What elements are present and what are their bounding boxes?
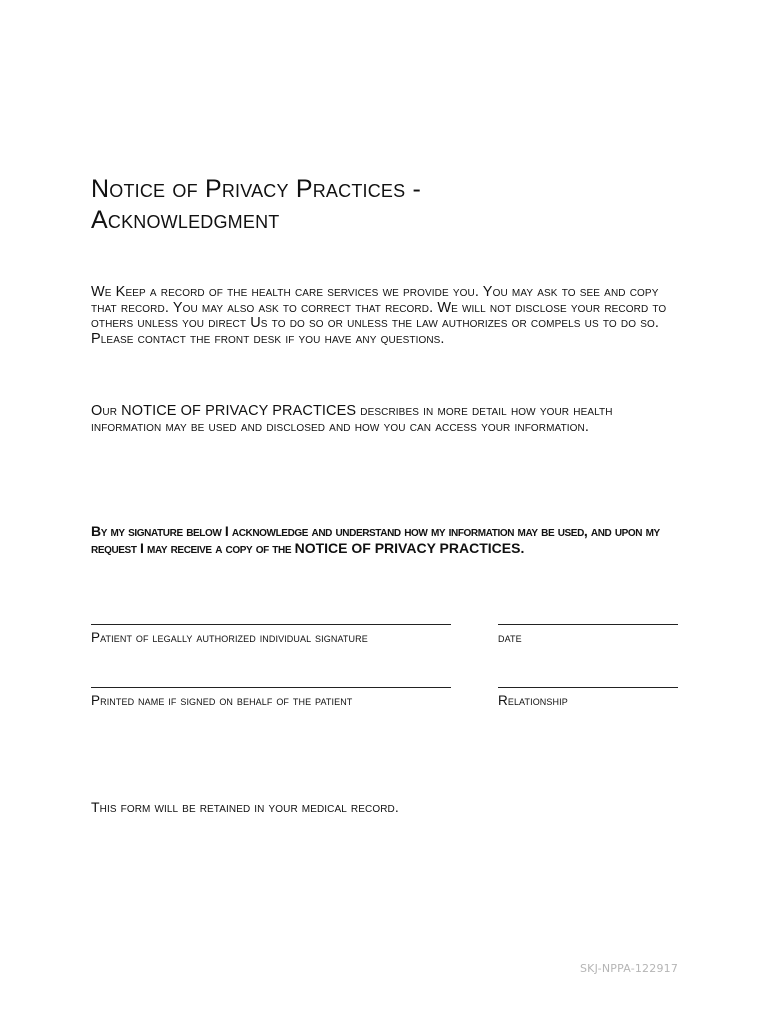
title-line-1: Notice of Privacy Practices - bbox=[91, 175, 422, 203]
retention-note: This form will be retained in your medical record. bbox=[91, 799, 399, 815]
patient-signature-line[interactable] bbox=[91, 624, 451, 625]
title-line-2: Acknowledgment bbox=[91, 206, 280, 234]
date-field[interactable] bbox=[498, 624, 678, 645]
relationship-label: Relationship bbox=[498, 693, 568, 708]
notice-paragraph-rest: describes in more detail how your health information may be used and disclosed and how you can access your information. bbox=[91, 403, 613, 435]
relationship-field[interactable] bbox=[498, 687, 678, 708]
notice-name: NOTICE OF PRIVACY PRACTICES bbox=[121, 403, 357, 419]
document-title bbox=[91, 174, 691, 236]
printed-name-line[interactable] bbox=[91, 687, 451, 688]
relationship-line[interactable] bbox=[498, 687, 678, 688]
date-label: date bbox=[498, 630, 522, 645]
printed-name-label: Printed name if signed on behalf of the patient bbox=[91, 693, 353, 708]
records-paragraph: We Keep a record of the health care services we provide you. You may ask to see and copy that record. You may also ask to correct that record. We will not disclose your record to others unless you direct Us to do so or unless the law authorizes or compels us to do so. Please contact the front desk if you have any questions. bbox=[91, 284, 667, 347]
acknowledgment-lead: By my signature below I acknowledge and understand how my information may be used, and upon my request I may receive a copy of the bbox=[91, 523, 660, 556]
notice-paragraph bbox=[91, 404, 681, 435]
printed-name-field[interactable] bbox=[91, 687, 451, 708]
date-line[interactable] bbox=[498, 624, 678, 625]
patient-signature-label: Patient of legally authorized individual signature bbox=[91, 630, 368, 645]
acknowledgment-notice-name: NOTICE OF PRIVACY PRACTICES. bbox=[294, 539, 525, 556]
notice-paragraph-lead: Our bbox=[91, 403, 122, 419]
acknowledgment-statement bbox=[91, 523, 691, 556]
form-code: SKJ-NPPA-122917 bbox=[580, 962, 679, 975]
patient-signature-field[interactable] bbox=[91, 624, 451, 645]
